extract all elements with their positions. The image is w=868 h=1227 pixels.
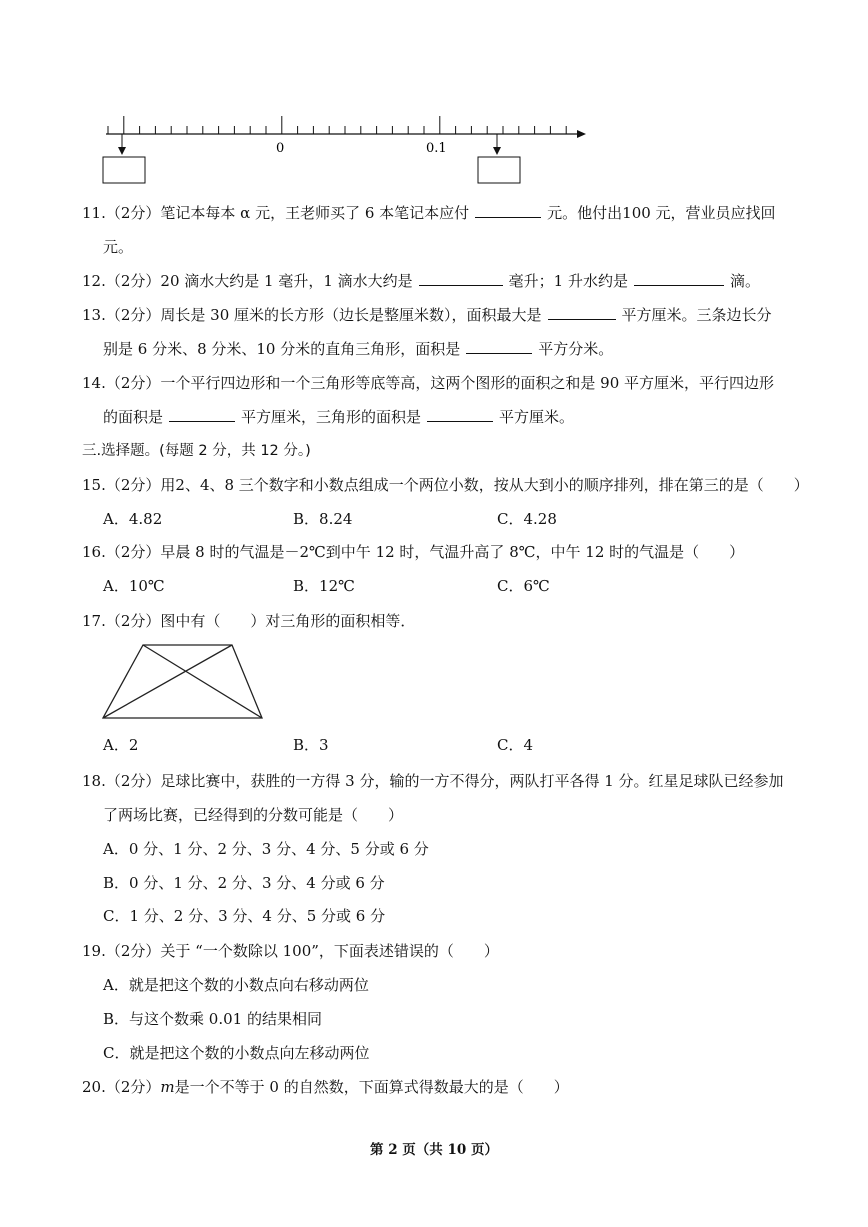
q13-text-2: 平方厘米。三条边长分 [621,306,772,324]
q16-option-a[interactable]: A．10℃ [103,577,165,595]
q17-option-a[interactable]: A．2 [103,736,139,754]
number-line [106,116,586,138]
q15-option-a[interactable]: A．4.82 [103,510,163,528]
q12-text-3: 滴。 [729,272,760,290]
answer-box-left [103,157,145,183]
q17-option-b[interactable]: B．3 [293,736,329,754]
q18-continued: 了两场比赛，已经得到的分数可能是（ ） [103,806,404,824]
page-footer: 第 2 页（共 10 页） [370,1142,498,1158]
q13-text-1: 13.（2分）周长是 30 厘米的长方形（边长是整厘米数），面积最大是 [82,306,542,324]
question-15: 15.（2分）用2、4、8 三个数字和小数点组成一个两位小数，按从大到小的顺序排列，排在第三的是（ ） [82,476,809,494]
q19-option-a[interactable]: A．就是把这个数的小数点向右移动两位 [103,976,369,994]
q14-text-4: 平方厘米。 [499,408,575,426]
q18-option-b[interactable]: B．0 分、1 分、2 分、3 分、4 分或 6 分 [103,874,385,892]
q17-option-c[interactable]: C．4 [497,736,534,754]
q19-option-c[interactable]: C．就是把这个数的小数点向左移动两位 [103,1044,370,1062]
q19-option-b[interactable]: B．与这个数乘 0.01 的结果相同 [103,1010,322,1028]
q12-text-2: 毫升；1 升水约是 [508,272,628,290]
question-13 [82,305,772,325]
q15-option-b[interactable]: B．8.24 [293,510,353,528]
question-18: 18.（2分）足球比赛中，获胜的一方得 3 分，输的一方不得分，两队打平各得 1 分。红星足球队已经参加 [82,772,784,790]
question-20 [82,1077,569,1097]
ruler-label-zero: 0 [276,141,285,156]
q12-text-1: 12.（2分）20 滴水大约是 1 毫升，1 滴水大约是 [82,272,413,290]
question-19: 19.（2分）关于 “一个数除以 100”，下面表述错误的（ ） [82,942,499,960]
trapezoid-outline [103,645,262,718]
q18-option-a[interactable]: A．0 分、1 分、2 分、3 分、4 分、5 分或 6 分 [103,840,429,858]
q20-prefix: 20.（2分） [82,1078,161,1096]
ruler-label-point1: 0.1 [426,141,447,156]
q13-blank-2[interactable] [466,339,532,354]
q12-blank-1[interactable] [419,271,503,286]
arrow-left-head [118,147,126,155]
q14-blank-1[interactable] [169,407,235,422]
q15-option-c[interactable]: C．4.28 [497,510,557,528]
answer-box-right [478,157,520,183]
section-3-heading: 三.选择题。(每题 2 分，共 12 分。) [82,443,311,459]
q14-continued [103,407,574,427]
q13-blank-1[interactable] [548,305,616,320]
number-line-arrowhead [577,130,586,138]
q11-text-2: 元。他付出100 元，营业员应找回 [547,204,776,222]
q14-blank-2[interactable] [427,407,493,422]
trapezoid-diagonal-2 [103,645,232,718]
question-12 [82,271,760,291]
q11-blank-1[interactable] [475,203,541,218]
question-11 [82,203,776,223]
q16-option-c[interactable]: C．6℃ [497,577,550,595]
q20-text: 是一个不等于 0 的自然数，下面算式得数最大的是（ ） [174,1078,569,1096]
q16-option-b[interactable]: B．12℃ [293,577,355,595]
question-17: 17.（2分）图中有（ ）对三角形的面积相等． [82,612,416,630]
q20-variable: m [160,1078,175,1096]
question-16: 16.（2分）早晨 8 时的气温是－2℃到中午 12 时，气温升高了 8℃，中午 12 时的气温是（ ） [82,543,745,561]
q13-text-3: 别是 6 分米、8 分米、10 分米的直角三角形，面积是 [103,340,461,358]
q14-text-3: 平方厘米，三角形的面积是 [241,408,422,426]
q12-blank-2[interactable] [634,271,724,286]
arrow-right-head [493,147,501,155]
question-14: 14.（2分）一个平行四边形和一个三角形等底等高，这两个图形的面积之和是 90 平方厘米，平行四边形 [82,374,775,392]
trapezoid-diagonal-1 [143,645,262,718]
number-line-figure [0,0,868,200]
q13-continued [103,339,613,359]
q11-continued: 元。 [103,238,134,256]
q14-text-2: 的面积是 [103,408,164,426]
q18-option-c[interactable]: C．1 分、2 分、3 分、4 分、5 分或 6 分 [103,907,386,925]
q13-text-4: 平方分米。 [538,340,614,358]
q11-text-1: 11.（2分）笔记本每本 α 元，王老师买了 6 本笔记本应付 [82,204,470,222]
